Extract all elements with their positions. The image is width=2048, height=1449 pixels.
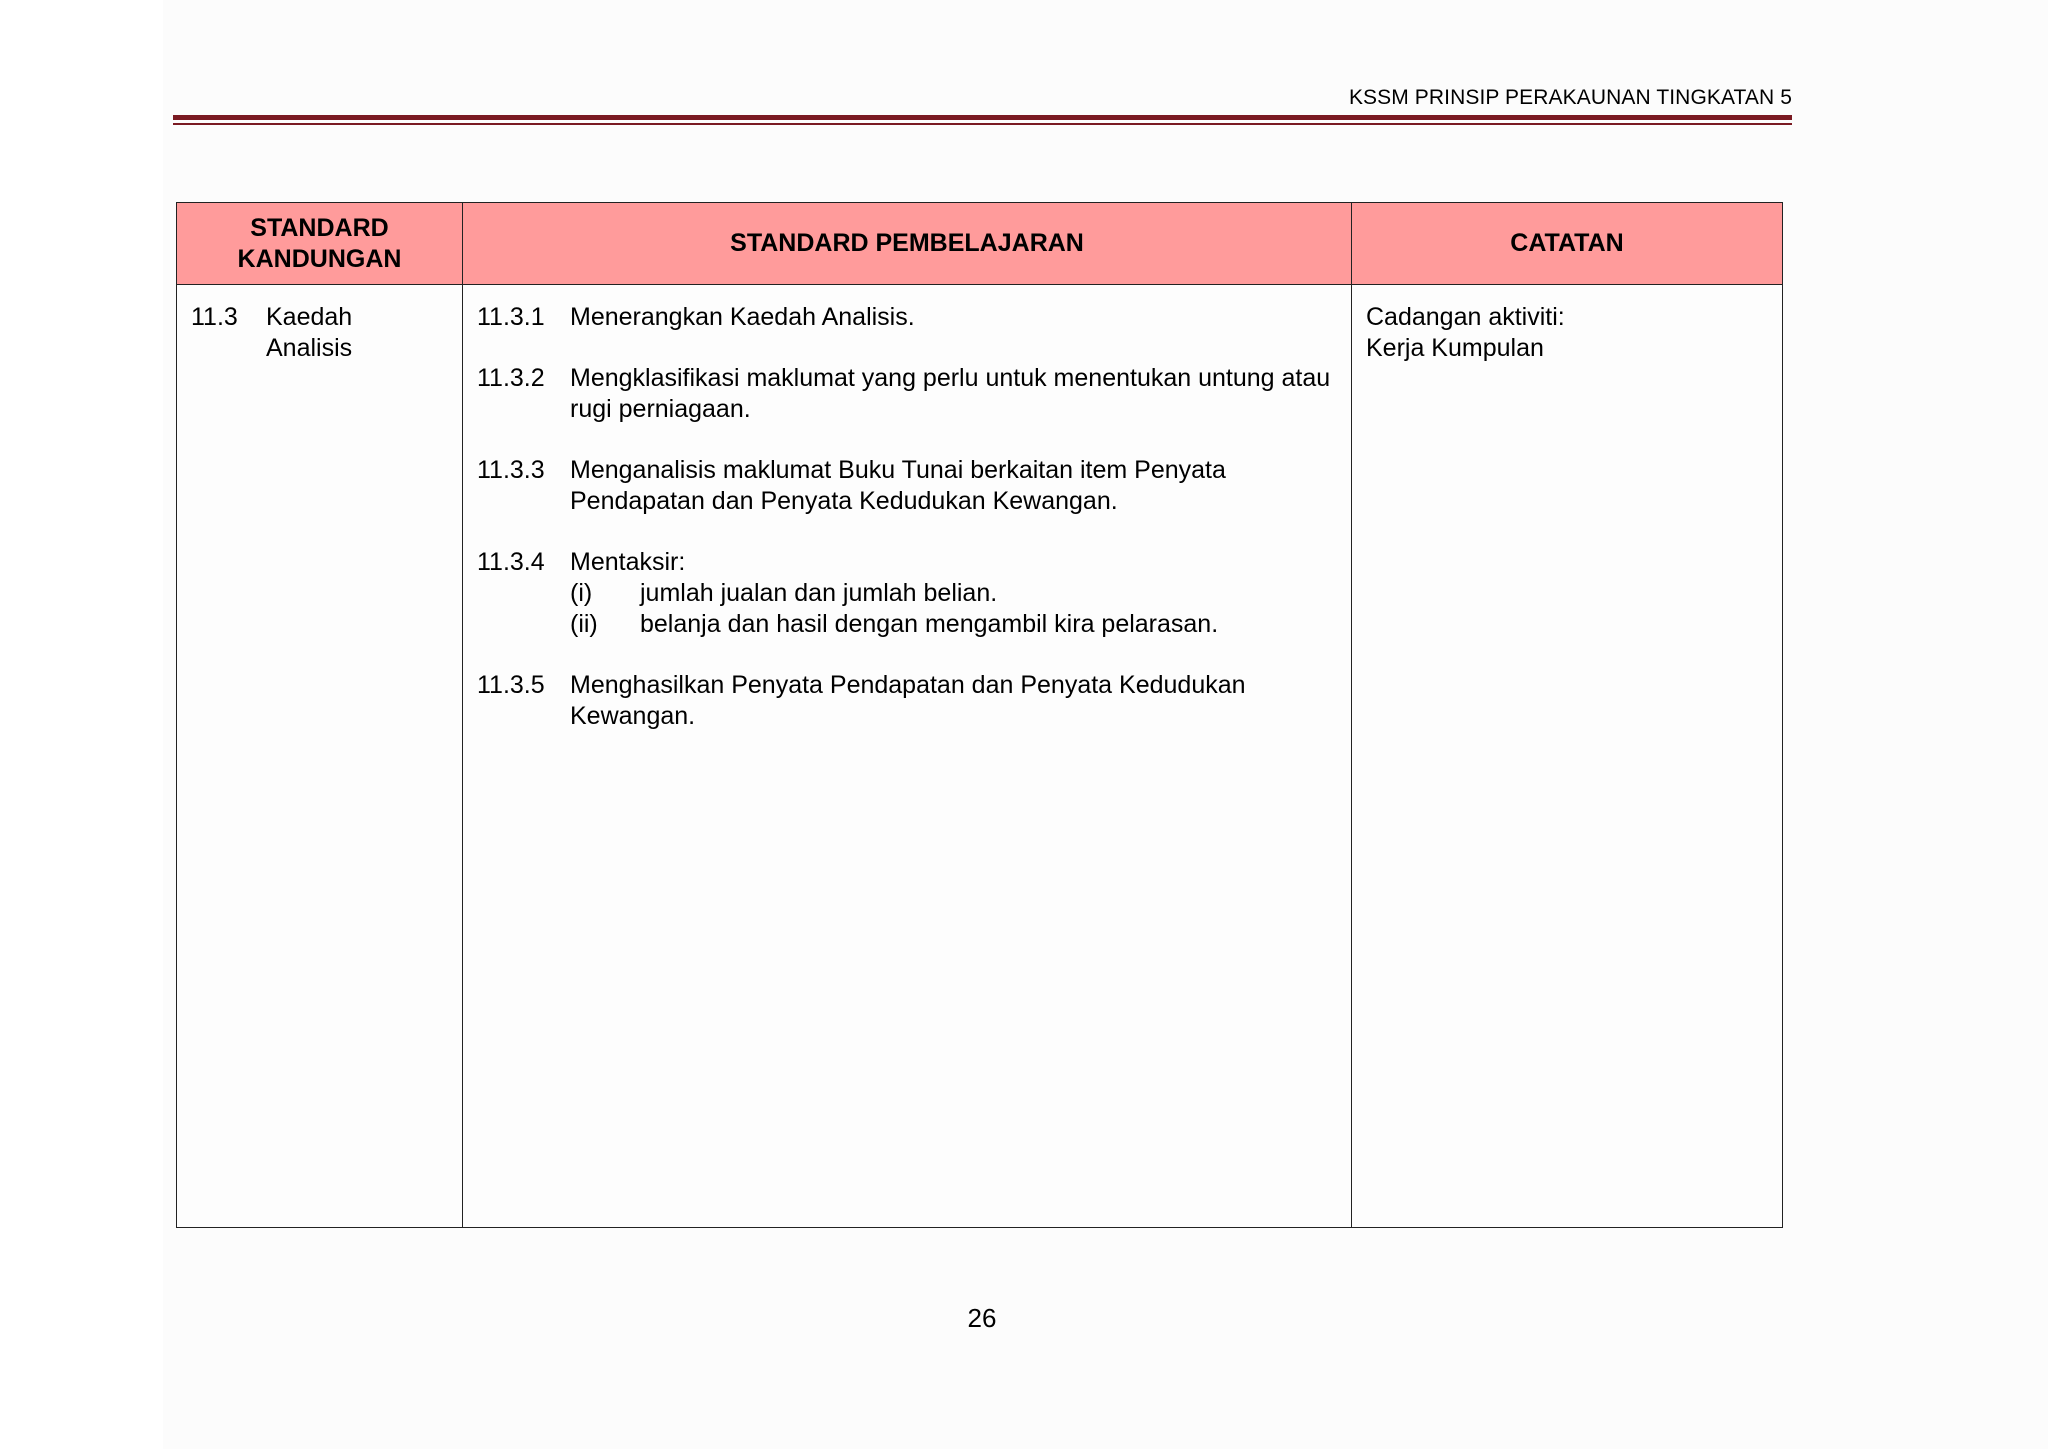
header-standard-kandungan bbox=[177, 203, 463, 285]
content-standard-number: 11.3 bbox=[191, 303, 238, 331]
sub-item bbox=[570, 578, 1341, 609]
learning-standard-text: Mengklasifikasi maklumat yang perlu untuk menentukan untung atau rugi perniagaan. bbox=[570, 364, 1331, 423]
running-header: KSSM PRINSIP PERAKAUNAN TINGKATAN 5 bbox=[1348, 86, 1792, 109]
sub-item-text: belanja dan hasil dengan mengambil kira pelarasan. bbox=[640, 610, 1219, 638]
learning-standard-number: 11.3.2 bbox=[477, 364, 545, 392]
learning-standard-text: Menghasilkan Penyata Pendapatan dan Penyata Kedudukan Kewangan. bbox=[570, 671, 1246, 730]
page-number: 26 bbox=[967, 1303, 997, 1333]
sub-item-label: (i) bbox=[570, 579, 593, 607]
learning-standard-text: Menerangkan Kaedah Analisis. bbox=[570, 303, 915, 331]
learning-standard-item bbox=[477, 455, 1341, 517]
header-rule-thin bbox=[173, 123, 1792, 125]
learning-standard-number: 11.3.4 bbox=[477, 548, 545, 576]
table-header-row bbox=[177, 203, 1783, 285]
sub-item bbox=[570, 609, 1341, 640]
learning-standards-cell bbox=[463, 285, 1352, 1228]
learning-standard-body bbox=[570, 547, 1341, 640]
table-row bbox=[177, 285, 1783, 1228]
content-standard-title: Kaedah Analisis bbox=[266, 303, 353, 362]
standards-table bbox=[176, 202, 1783, 1228]
header-standard-pembelajaran: STANDARD PEMBELAJARAN bbox=[463, 203, 1352, 285]
notes-cell bbox=[1352, 285, 1783, 1228]
learning-standard-item bbox=[477, 547, 1341, 640]
header-rule-thick bbox=[173, 115, 1792, 120]
learning-standard-text: Mentaksir: bbox=[570, 548, 686, 576]
notes-line: Kerja Kumpulan bbox=[1366, 334, 1544, 362]
sub-item-text: jumlah jualan dan jumlah belian. bbox=[640, 579, 998, 607]
learning-standard-item bbox=[477, 670, 1341, 732]
content-standard-cell bbox=[177, 285, 463, 1228]
header-catatan: CATATAN bbox=[1352, 203, 1783, 285]
learning-standard-item bbox=[477, 302, 1341, 333]
sub-item-label: (ii) bbox=[570, 610, 598, 638]
learning-standard-number: 11.3.5 bbox=[477, 671, 545, 699]
learning-standard-text: Menganalisis maklumat Buku Tunai berkaitan item Penyata Pendapatan dan Penyata Kedudukan Kewangan. bbox=[570, 456, 1226, 515]
learning-standard-item bbox=[477, 363, 1341, 425]
header-standard-kandungan-label: STANDARD KANDUNGAN bbox=[237, 213, 402, 273]
learning-standard-number: 11.3.3 bbox=[477, 456, 545, 484]
learning-standard-number: 11.3.1 bbox=[477, 303, 545, 331]
notes-line: Cadangan aktiviti: bbox=[1366, 303, 1565, 331]
